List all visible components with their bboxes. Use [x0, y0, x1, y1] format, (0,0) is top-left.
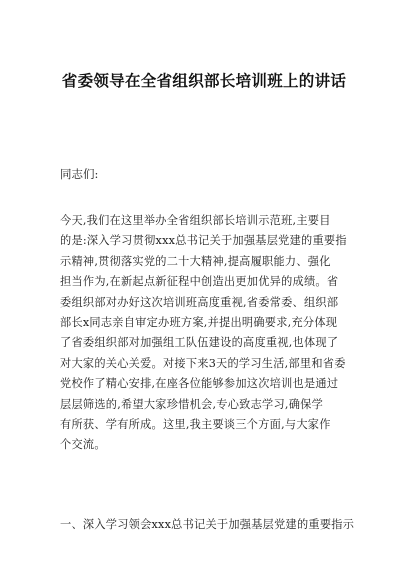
paragraph-line: 有所获、学有所成。这里,我主要谈三个方面,与大家作: [60, 417, 331, 431]
document-title: 省委领导在全省组织部长培训班上的讲话: [61, 72, 347, 90]
paragraph-line: 党校作了精心安排,在座各位能够参加这次培训也是通过: [60, 377, 339, 391]
paragraph-line: 层层筛选的,希望大家珍惜机会,专心致志学习,确保学: [60, 397, 324, 411]
salutation: 同志们:: [60, 167, 99, 181]
opening-paragraph: [60, 211, 360, 456]
paragraph-line: 个交流。: [60, 438, 106, 452]
paragraph-line: 部长x同志亲自审定办班方案,并提出明确要求,充分体现: [60, 315, 338, 329]
paragraph-line: 担当作为,在新起点新征程中创造出更加优异的成绩。省: [60, 275, 339, 289]
paragraph-line: 今天,我们在这里举办全省组织部长培训示范班,主要目: [60, 214, 331, 227]
section-heading: 一、深入学习领会xxx总书记关于加强基层党建的重要指示: [60, 518, 355, 531]
paragraph-line: 示精神,贯彻落实党的二十大精神,提高履职能力、强化: [60, 254, 331, 268]
paragraph-line: 的是:深入学习贯彻xxx总书记关于加强基层党建的重要指: [60, 234, 347, 248]
paragraph-line: 了省委组织部对加强组工队伍建设的高度重视,也体现了: [60, 336, 339, 350]
paragraph-line: 对大家的关心关爱。对接下来3天的学习生活,部里和省委: [60, 356, 346, 370]
paragraph-line: 委组织部对办好这次培训班高度重视,省委常委、组织部: [60, 295, 339, 309]
